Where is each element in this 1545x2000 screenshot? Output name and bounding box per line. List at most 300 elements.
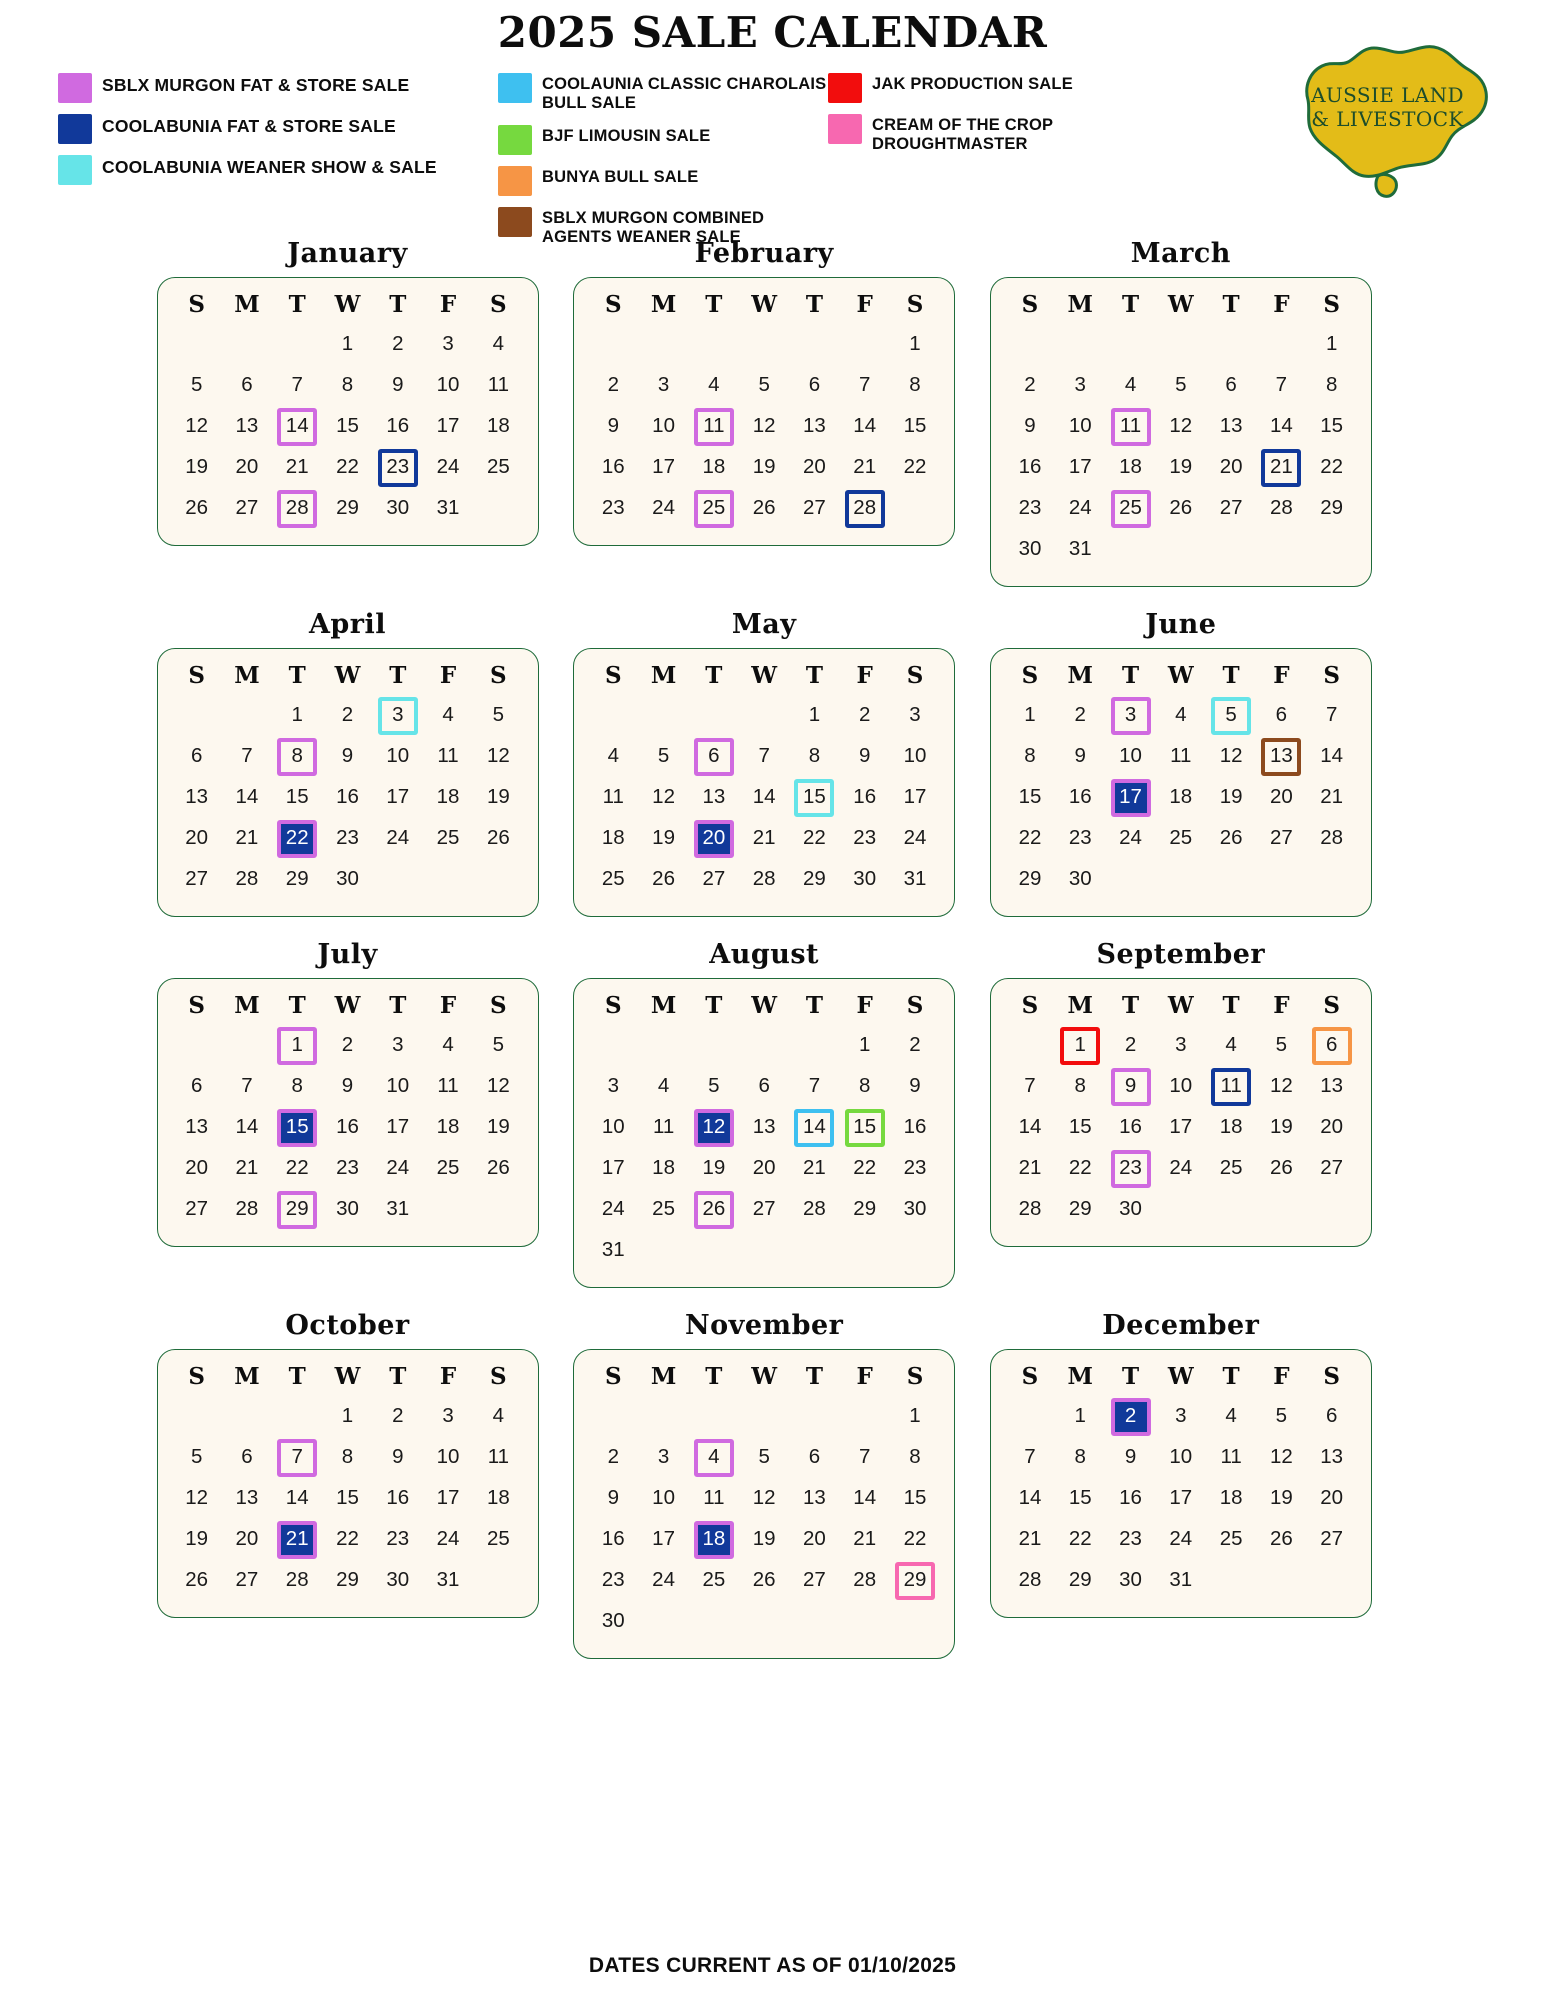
day-cell[interactable] xyxy=(222,1148,272,1189)
day-cell[interactable] xyxy=(1256,406,1306,447)
day-cell[interactable] xyxy=(739,1148,789,1189)
day-cell[interactable] xyxy=(322,406,372,447)
day-cell[interactable] xyxy=(1055,1437,1105,1478)
day-cell[interactable] xyxy=(689,1189,739,1230)
day-cell[interactable] xyxy=(689,1066,739,1107)
day-cell[interactable] xyxy=(1206,1519,1256,1560)
day-cell[interactable] xyxy=(890,1066,940,1107)
day-cell[interactable] xyxy=(1055,1560,1105,1601)
day-cell[interactable] xyxy=(473,447,523,488)
day-cell[interactable] xyxy=(1105,1478,1155,1519)
day-cell[interactable] xyxy=(172,1189,222,1230)
day-cell[interactable] xyxy=(322,736,372,777)
day-cell[interactable] xyxy=(1307,1107,1357,1148)
day-cell[interactable] xyxy=(689,365,739,406)
day-cell[interactable] xyxy=(588,818,638,859)
day-cell[interactable] xyxy=(1105,777,1155,818)
day-cell[interactable] xyxy=(423,695,473,736)
day-cell[interactable] xyxy=(638,447,688,488)
day-cell[interactable] xyxy=(272,736,322,777)
day-cell[interactable] xyxy=(1105,736,1155,777)
day-cell[interactable] xyxy=(172,1519,222,1560)
day-cell[interactable] xyxy=(1055,1189,1105,1230)
day-cell[interactable] xyxy=(473,365,523,406)
day-cell[interactable] xyxy=(172,1560,222,1601)
day-cell[interactable] xyxy=(1055,818,1105,859)
day-cell[interactable] xyxy=(373,365,423,406)
day-cell[interactable] xyxy=(373,777,423,818)
day-cell[interactable] xyxy=(222,406,272,447)
day-cell[interactable] xyxy=(222,365,272,406)
day-cell[interactable] xyxy=(1105,1148,1155,1189)
day-cell[interactable] xyxy=(373,1025,423,1066)
day-cell[interactable] xyxy=(739,736,789,777)
day-cell[interactable] xyxy=(272,1560,322,1601)
day-cell[interactable] xyxy=(588,1230,638,1271)
day-cell[interactable] xyxy=(739,1478,789,1519)
day-cell[interactable] xyxy=(1156,488,1206,529)
day-cell[interactable] xyxy=(1156,1107,1206,1148)
day-cell[interactable] xyxy=(739,1519,789,1560)
day-cell[interactable] xyxy=(1307,1437,1357,1478)
day-cell[interactable] xyxy=(588,1478,638,1519)
day-cell[interactable] xyxy=(789,1148,839,1189)
day-cell[interactable] xyxy=(322,695,372,736)
day-cell[interactable] xyxy=(1105,1066,1155,1107)
day-cell[interactable] xyxy=(423,818,473,859)
day-cell[interactable] xyxy=(1005,777,1055,818)
day-cell[interactable] xyxy=(588,1519,638,1560)
day-cell[interactable] xyxy=(840,1148,890,1189)
day-cell[interactable] xyxy=(789,1437,839,1478)
day-cell[interactable] xyxy=(222,859,272,900)
day-cell[interactable] xyxy=(739,447,789,488)
day-cell[interactable] xyxy=(1005,406,1055,447)
day-cell[interactable] xyxy=(322,365,372,406)
day-cell[interactable] xyxy=(789,447,839,488)
day-cell[interactable] xyxy=(1256,1107,1306,1148)
day-cell[interactable] xyxy=(1156,818,1206,859)
day-cell[interactable] xyxy=(1256,365,1306,406)
day-cell[interactable] xyxy=(1156,777,1206,818)
day-cell[interactable] xyxy=(1156,695,1206,736)
day-cell[interactable] xyxy=(1206,1148,1256,1189)
day-cell[interactable] xyxy=(423,1107,473,1148)
day-cell[interactable] xyxy=(322,1560,372,1601)
day-cell[interactable] xyxy=(739,1560,789,1601)
day-cell[interactable] xyxy=(1256,695,1306,736)
day-cell[interactable] xyxy=(840,818,890,859)
day-cell[interactable] xyxy=(1105,1025,1155,1066)
day-cell[interactable] xyxy=(1156,1025,1206,1066)
day-cell[interactable] xyxy=(588,447,638,488)
day-cell[interactable] xyxy=(473,695,523,736)
day-cell[interactable] xyxy=(322,777,372,818)
day-cell[interactable] xyxy=(840,695,890,736)
day-cell[interactable] xyxy=(840,736,890,777)
day-cell[interactable] xyxy=(840,1107,890,1148)
day-cell[interactable] xyxy=(1055,1025,1105,1066)
day-cell[interactable] xyxy=(840,1437,890,1478)
day-cell[interactable] xyxy=(322,1148,372,1189)
day-cell[interactable] xyxy=(172,818,222,859)
day-cell[interactable] xyxy=(890,365,940,406)
day-cell[interactable] xyxy=(322,1066,372,1107)
day-cell[interactable] xyxy=(473,1025,523,1066)
day-cell[interactable] xyxy=(789,1066,839,1107)
day-cell[interactable] xyxy=(172,1478,222,1519)
day-cell[interactable] xyxy=(1055,529,1105,570)
day-cell[interactable] xyxy=(272,447,322,488)
day-cell[interactable] xyxy=(840,1189,890,1230)
day-cell[interactable] xyxy=(1307,324,1357,365)
day-cell[interactable] xyxy=(739,1066,789,1107)
day-cell[interactable] xyxy=(423,324,473,365)
day-cell[interactable] xyxy=(588,406,638,447)
day-cell[interactable] xyxy=(840,1066,890,1107)
day-cell[interactable] xyxy=(890,1478,940,1519)
day-cell[interactable] xyxy=(588,1437,638,1478)
day-cell[interactable] xyxy=(739,1437,789,1478)
day-cell[interactable] xyxy=(789,736,839,777)
day-cell[interactable] xyxy=(1005,1437,1055,1478)
day-cell[interactable] xyxy=(1156,447,1206,488)
day-cell[interactable] xyxy=(1256,1519,1306,1560)
day-cell[interactable] xyxy=(322,1107,372,1148)
day-cell[interactable] xyxy=(373,1148,423,1189)
day-cell[interactable] xyxy=(1206,1396,1256,1437)
day-cell[interactable] xyxy=(1005,1519,1055,1560)
day-cell[interactable] xyxy=(588,859,638,900)
day-cell[interactable] xyxy=(272,818,322,859)
day-cell[interactable] xyxy=(1055,1519,1105,1560)
day-cell[interactable] xyxy=(373,1519,423,1560)
day-cell[interactable] xyxy=(1055,365,1105,406)
day-cell[interactable] xyxy=(473,818,523,859)
day-cell[interactable] xyxy=(789,406,839,447)
day-cell[interactable] xyxy=(373,324,423,365)
day-cell[interactable] xyxy=(423,1148,473,1189)
day-cell[interactable] xyxy=(222,1066,272,1107)
day-cell[interactable] xyxy=(423,406,473,447)
day-cell[interactable] xyxy=(1105,447,1155,488)
day-cell[interactable] xyxy=(638,1478,688,1519)
day-cell[interactable] xyxy=(172,488,222,529)
day-cell[interactable] xyxy=(739,488,789,529)
day-cell[interactable] xyxy=(1307,777,1357,818)
day-cell[interactable] xyxy=(272,1148,322,1189)
day-cell[interactable] xyxy=(739,1107,789,1148)
day-cell[interactable] xyxy=(1307,1478,1357,1519)
day-cell[interactable] xyxy=(423,447,473,488)
day-cell[interactable] xyxy=(638,1560,688,1601)
day-cell[interactable] xyxy=(789,777,839,818)
day-cell[interactable] xyxy=(272,1066,322,1107)
day-cell[interactable] xyxy=(1055,777,1105,818)
day-cell[interactable] xyxy=(1105,488,1155,529)
day-cell[interactable] xyxy=(689,777,739,818)
day-cell[interactable] xyxy=(1256,488,1306,529)
day-cell[interactable] xyxy=(1055,1148,1105,1189)
day-cell[interactable] xyxy=(1206,406,1256,447)
day-cell[interactable] xyxy=(172,1107,222,1148)
day-cell[interactable] xyxy=(588,1601,638,1642)
day-cell[interactable] xyxy=(272,1519,322,1560)
day-cell[interactable] xyxy=(1005,529,1055,570)
day-cell[interactable] xyxy=(1307,488,1357,529)
day-cell[interactable] xyxy=(373,1189,423,1230)
day-cell[interactable] xyxy=(739,859,789,900)
day-cell[interactable] xyxy=(1156,1519,1206,1560)
day-cell[interactable] xyxy=(373,1396,423,1437)
day-cell[interactable] xyxy=(1105,695,1155,736)
day-cell[interactable] xyxy=(1105,1189,1155,1230)
day-cell[interactable] xyxy=(322,818,372,859)
day-cell[interactable] xyxy=(1005,488,1055,529)
day-cell[interactable] xyxy=(423,1478,473,1519)
day-cell[interactable] xyxy=(840,1025,890,1066)
day-cell[interactable] xyxy=(473,406,523,447)
day-cell[interactable] xyxy=(1005,1107,1055,1148)
day-cell[interactable] xyxy=(272,1478,322,1519)
day-cell[interactable] xyxy=(1307,818,1357,859)
day-cell[interactable] xyxy=(172,736,222,777)
day-cell[interactable] xyxy=(789,1519,839,1560)
day-cell[interactable] xyxy=(1206,818,1256,859)
day-cell[interactable] xyxy=(1055,406,1105,447)
day-cell[interactable] xyxy=(322,1025,372,1066)
day-cell[interactable] xyxy=(588,736,638,777)
day-cell[interactable] xyxy=(890,1519,940,1560)
day-cell[interactable] xyxy=(1256,1437,1306,1478)
day-cell[interactable] xyxy=(890,1107,940,1148)
day-cell[interactable] xyxy=(638,736,688,777)
day-cell[interactable] xyxy=(423,1396,473,1437)
day-cell[interactable] xyxy=(689,1519,739,1560)
day-cell[interactable] xyxy=(890,1437,940,1478)
day-cell[interactable] xyxy=(1206,736,1256,777)
day-cell[interactable] xyxy=(1105,1560,1155,1601)
day-cell[interactable] xyxy=(588,777,638,818)
day-cell[interactable] xyxy=(588,1189,638,1230)
day-cell[interactable] xyxy=(172,1437,222,1478)
day-cell[interactable] xyxy=(739,365,789,406)
day-cell[interactable] xyxy=(1206,1066,1256,1107)
day-cell[interactable] xyxy=(1307,695,1357,736)
day-cell[interactable] xyxy=(638,1189,688,1230)
day-cell[interactable] xyxy=(1307,1519,1357,1560)
day-cell[interactable] xyxy=(373,1478,423,1519)
day-cell[interactable] xyxy=(890,1025,940,1066)
day-cell[interactable] xyxy=(1005,1478,1055,1519)
day-cell[interactable] xyxy=(638,406,688,447)
day-cell[interactable] xyxy=(473,1148,523,1189)
day-cell[interactable] xyxy=(222,1560,272,1601)
day-cell[interactable] xyxy=(1256,1148,1306,1189)
day-cell[interactable] xyxy=(473,1396,523,1437)
day-cell[interactable] xyxy=(789,1107,839,1148)
day-cell[interactable] xyxy=(1206,1025,1256,1066)
day-cell[interactable] xyxy=(1055,695,1105,736)
day-cell[interactable] xyxy=(840,488,890,529)
day-cell[interactable] xyxy=(322,324,372,365)
day-cell[interactable] xyxy=(890,1560,940,1601)
day-cell[interactable] xyxy=(322,1189,372,1230)
day-cell[interactable] xyxy=(1055,1478,1105,1519)
day-cell[interactable] xyxy=(638,1519,688,1560)
day-cell[interactable] xyxy=(1105,365,1155,406)
day-cell[interactable] xyxy=(373,695,423,736)
day-cell[interactable] xyxy=(840,859,890,900)
day-cell[interactable] xyxy=(588,1066,638,1107)
day-cell[interactable] xyxy=(272,1025,322,1066)
day-cell[interactable] xyxy=(1206,488,1256,529)
day-cell[interactable] xyxy=(1105,1107,1155,1148)
day-cell[interactable] xyxy=(689,1437,739,1478)
day-cell[interactable] xyxy=(1307,406,1357,447)
day-cell[interactable] xyxy=(423,736,473,777)
day-cell[interactable] xyxy=(322,1478,372,1519)
day-cell[interactable] xyxy=(1156,406,1206,447)
day-cell[interactable] xyxy=(789,488,839,529)
day-cell[interactable] xyxy=(172,1148,222,1189)
day-cell[interactable] xyxy=(1055,488,1105,529)
day-cell[interactable] xyxy=(1005,818,1055,859)
day-cell[interactable] xyxy=(373,406,423,447)
day-cell[interactable] xyxy=(1256,818,1306,859)
day-cell[interactable] xyxy=(739,406,789,447)
day-cell[interactable] xyxy=(473,1437,523,1478)
day-cell[interactable] xyxy=(1005,1189,1055,1230)
day-cell[interactable] xyxy=(322,1519,372,1560)
day-cell[interactable] xyxy=(638,365,688,406)
day-cell[interactable] xyxy=(322,488,372,529)
day-cell[interactable] xyxy=(840,1478,890,1519)
day-cell[interactable] xyxy=(588,488,638,529)
day-cell[interactable] xyxy=(1055,859,1105,900)
day-cell[interactable] xyxy=(789,695,839,736)
day-cell[interactable] xyxy=(739,777,789,818)
day-cell[interactable] xyxy=(890,324,940,365)
day-cell[interactable] xyxy=(890,818,940,859)
day-cell[interactable] xyxy=(172,777,222,818)
day-cell[interactable] xyxy=(689,1478,739,1519)
day-cell[interactable] xyxy=(172,859,222,900)
day-cell[interactable] xyxy=(423,1066,473,1107)
day-cell[interactable] xyxy=(1156,1148,1206,1189)
day-cell[interactable] xyxy=(322,447,372,488)
day-cell[interactable] xyxy=(1105,406,1155,447)
day-cell[interactable] xyxy=(373,1066,423,1107)
day-cell[interactable] xyxy=(1105,1396,1155,1437)
day-cell[interactable] xyxy=(689,736,739,777)
day-cell[interactable] xyxy=(1256,1066,1306,1107)
day-cell[interactable] xyxy=(1055,736,1105,777)
day-cell[interactable] xyxy=(588,1107,638,1148)
day-cell[interactable] xyxy=(1307,365,1357,406)
day-cell[interactable] xyxy=(1206,1107,1256,1148)
day-cell[interactable] xyxy=(689,1148,739,1189)
day-cell[interactable] xyxy=(840,447,890,488)
day-cell[interactable] xyxy=(1055,1066,1105,1107)
day-cell[interactable] xyxy=(272,695,322,736)
day-cell[interactable] xyxy=(1055,1396,1105,1437)
day-cell[interactable] xyxy=(172,406,222,447)
day-cell[interactable] xyxy=(638,1148,688,1189)
day-cell[interactable] xyxy=(689,488,739,529)
day-cell[interactable] xyxy=(172,1066,222,1107)
day-cell[interactable] xyxy=(373,1107,423,1148)
day-cell[interactable] xyxy=(1156,1478,1206,1519)
day-cell[interactable] xyxy=(1156,365,1206,406)
day-cell[interactable] xyxy=(1206,695,1256,736)
day-cell[interactable] xyxy=(1156,1396,1206,1437)
day-cell[interactable] xyxy=(322,1437,372,1478)
day-cell[interactable] xyxy=(789,818,839,859)
day-cell[interactable] xyxy=(1307,1396,1357,1437)
day-cell[interactable] xyxy=(689,859,739,900)
day-cell[interactable] xyxy=(1206,1478,1256,1519)
day-cell[interactable] xyxy=(638,488,688,529)
day-cell[interactable] xyxy=(588,1148,638,1189)
day-cell[interactable] xyxy=(1156,736,1206,777)
day-cell[interactable] xyxy=(840,777,890,818)
day-cell[interactable] xyxy=(1206,365,1256,406)
day-cell[interactable] xyxy=(1256,1478,1306,1519)
day-cell[interactable] xyxy=(373,447,423,488)
day-cell[interactable] xyxy=(473,736,523,777)
day-cell[interactable] xyxy=(1005,365,1055,406)
day-cell[interactable] xyxy=(1105,818,1155,859)
day-cell[interactable] xyxy=(638,1107,688,1148)
day-cell[interactable] xyxy=(222,447,272,488)
day-cell[interactable] xyxy=(272,1107,322,1148)
day-cell[interactable] xyxy=(1105,1437,1155,1478)
day-cell[interactable] xyxy=(172,365,222,406)
day-cell[interactable] xyxy=(789,1478,839,1519)
day-cell[interactable] xyxy=(373,1437,423,1478)
day-cell[interactable] xyxy=(1105,1519,1155,1560)
day-cell[interactable] xyxy=(1307,1148,1357,1189)
day-cell[interactable] xyxy=(423,777,473,818)
day-cell[interactable] xyxy=(1156,1066,1206,1107)
day-cell[interactable] xyxy=(1256,1396,1306,1437)
day-cell[interactable] xyxy=(638,818,688,859)
day-cell[interactable] xyxy=(473,1066,523,1107)
day-cell[interactable] xyxy=(1005,1560,1055,1601)
day-cell[interactable] xyxy=(222,1519,272,1560)
day-cell[interactable] xyxy=(272,859,322,900)
day-cell[interactable] xyxy=(272,1437,322,1478)
day-cell[interactable] xyxy=(272,365,322,406)
day-cell[interactable] xyxy=(423,365,473,406)
day-cell[interactable] xyxy=(1055,1107,1105,1148)
day-cell[interactable] xyxy=(1005,695,1055,736)
day-cell[interactable] xyxy=(423,1437,473,1478)
day-cell[interactable] xyxy=(373,1560,423,1601)
day-cell[interactable] xyxy=(689,406,739,447)
day-cell[interactable] xyxy=(272,1189,322,1230)
day-cell[interactable] xyxy=(1307,1066,1357,1107)
day-cell[interactable] xyxy=(638,777,688,818)
day-cell[interactable] xyxy=(890,406,940,447)
day-cell[interactable] xyxy=(1005,447,1055,488)
day-cell[interactable] xyxy=(890,1148,940,1189)
day-cell[interactable] xyxy=(789,859,839,900)
day-cell[interactable] xyxy=(222,818,272,859)
day-cell[interactable] xyxy=(222,1189,272,1230)
day-cell[interactable] xyxy=(789,1560,839,1601)
